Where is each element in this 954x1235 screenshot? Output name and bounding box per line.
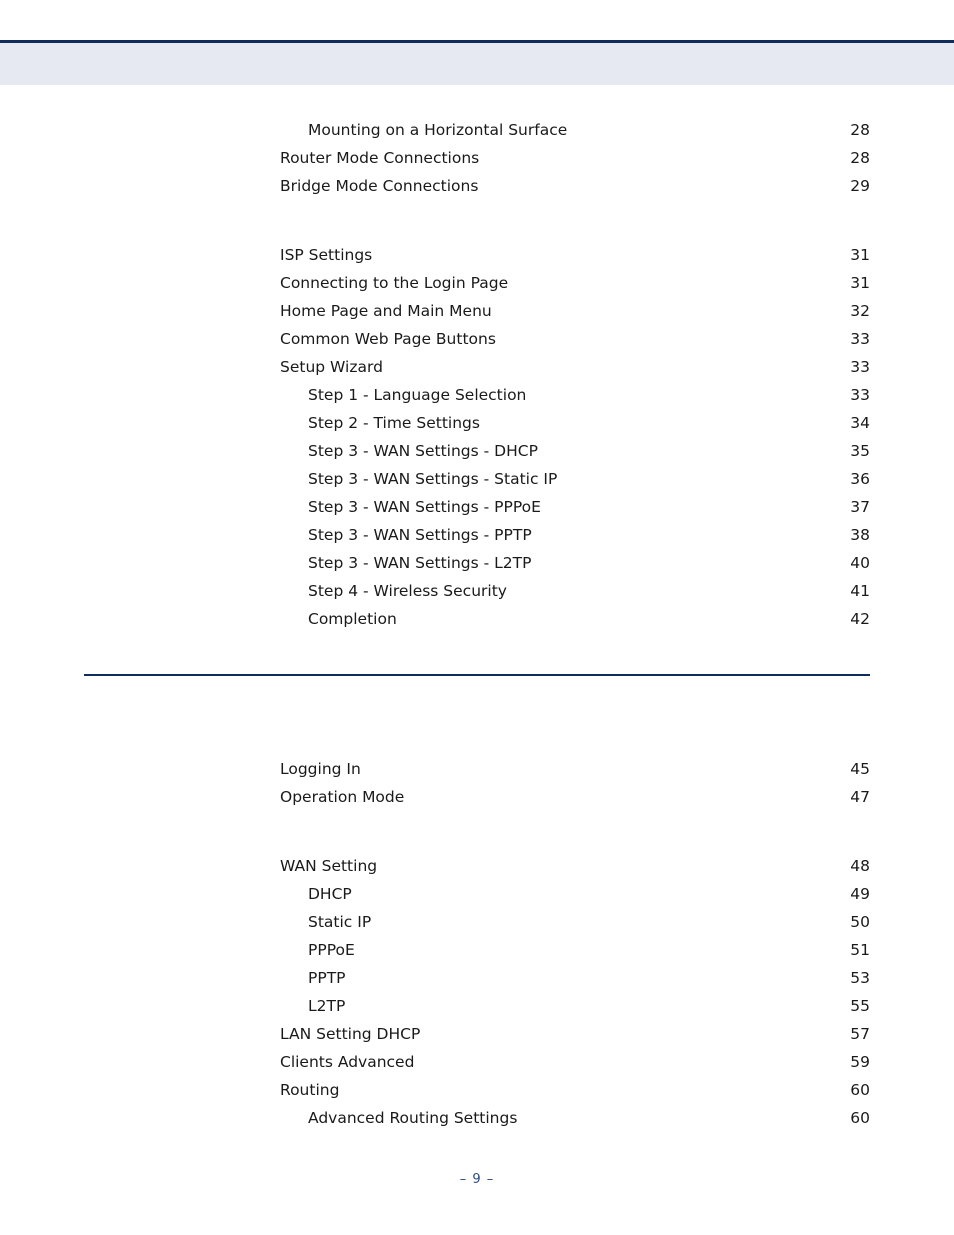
- toc-entry[interactable]: [280, 912, 870, 932]
- toc-entry-title: Step 1 - Language Selection: [308, 386, 527, 404]
- toc-entry-title: Static IP: [308, 913, 372, 931]
- toc-entry-page: 53: [850, 969, 870, 987]
- toc-entry-title: Router Mode Connections: [280, 149, 480, 167]
- toc-entry[interactable]: [280, 856, 870, 876]
- toc-entry[interactable]: [280, 441, 870, 461]
- toc-entry[interactable]: [280, 148, 870, 168]
- toc-entry-title: Step 4 - Wireless Security: [308, 582, 507, 600]
- header-band: [0, 43, 954, 85]
- toc-entry-title: Step 2 - Time Settings: [308, 414, 480, 432]
- toc-entry[interactable]: [280, 581, 870, 601]
- toc-entry[interactable]: [280, 996, 870, 1016]
- toc-entry-page: 34: [850, 414, 870, 432]
- toc-entry-page: 35: [850, 442, 870, 460]
- toc-entry-title: PPTP: [308, 969, 346, 987]
- toc-entry-title: Home Page and Main Menu: [280, 302, 492, 320]
- chapter-divider: [84, 674, 870, 676]
- toc-entry-page: 36: [850, 470, 870, 488]
- toc-entry-title: Step 3 - WAN Settings - PPTP: [308, 526, 532, 544]
- toc-entry-title: Logging In: [280, 760, 361, 778]
- toc-entry[interactable]: [280, 497, 870, 517]
- toc-entry-page: 60: [850, 1081, 870, 1099]
- toc-entry-title: WAN Setting: [280, 857, 378, 875]
- toc-entry[interactable]: [280, 120, 870, 140]
- toc-entry[interactable]: [280, 301, 870, 321]
- toc-entry-page: 31: [850, 246, 870, 264]
- toc-entry-page: 55: [850, 997, 870, 1015]
- toc-entry[interactable]: [280, 884, 870, 904]
- toc-entry-title: LAN Setting DHCP: [280, 1025, 421, 1043]
- toc-entry-page: 32: [850, 302, 870, 320]
- toc-entry-page: 57: [850, 1025, 870, 1043]
- toc-entry-title: Step 3 - WAN Settings - DHCP: [308, 442, 538, 460]
- toc-entry[interactable]: [280, 329, 870, 349]
- toc-entry-page: 42: [850, 610, 870, 628]
- toc-entry[interactable]: [280, 357, 870, 377]
- toc-entry-page: 37: [850, 498, 870, 516]
- toc-entry-title: PPPoE: [308, 941, 355, 959]
- toc-entry-title: Operation Mode: [280, 788, 405, 806]
- toc-entry-title: Step 3 - WAN Settings - Static IP: [308, 470, 558, 488]
- toc-entry[interactable]: [280, 413, 870, 433]
- toc-entry[interactable]: [280, 553, 870, 573]
- toc-entry[interactable]: [280, 787, 870, 807]
- toc-entry-page: 33: [850, 358, 870, 376]
- toc-entry[interactable]: [280, 1052, 870, 1072]
- toc-entry-title: Advanced Routing Settings: [308, 1109, 518, 1127]
- toc-entry-title: Routing: [280, 1081, 340, 1099]
- toc-entry-title: Setup Wizard: [280, 358, 383, 376]
- toc-entry-page: 49: [850, 885, 870, 903]
- toc-entry-page: 28: [850, 121, 870, 139]
- toc-entry-title: Step 3 - WAN Settings - L2TP: [308, 554, 532, 572]
- toc-entry[interactable]: [280, 609, 870, 629]
- toc-entry[interactable]: [280, 759, 870, 779]
- toc-entry-page: 31: [850, 274, 870, 292]
- toc-entry-title: Step 3 - WAN Settings - PPPoE: [308, 498, 541, 516]
- toc-entry-page: 40: [850, 554, 870, 572]
- toc-entry-title: Clients Advanced: [280, 1053, 415, 1071]
- toc-entry[interactable]: [280, 245, 870, 265]
- toc-entry-title: DHCP: [308, 885, 352, 903]
- toc-entry-title: Common Web Page Buttons: [280, 330, 496, 348]
- toc-entry-title: Bridge Mode Connections: [280, 177, 479, 195]
- toc-entry-page: 28: [850, 149, 870, 167]
- toc-entry-page: 59: [850, 1053, 870, 1071]
- toc-entry[interactable]: [280, 385, 870, 405]
- toc-entry[interactable]: [280, 1080, 870, 1100]
- toc-entry-page: 47: [850, 788, 870, 806]
- toc-entry-page: 48: [850, 857, 870, 875]
- toc-entry-page: 29: [850, 177, 870, 195]
- page-number: – 9 –: [459, 1172, 495, 1187]
- toc-entry[interactable]: [280, 469, 870, 489]
- toc-entry[interactable]: [280, 940, 870, 960]
- toc-entry-page: 33: [850, 386, 870, 404]
- toc-entry-title: Mounting on a Horizontal Surface: [308, 121, 568, 139]
- toc-entry-page: 45: [850, 760, 870, 778]
- toc-entry-title: Completion: [308, 610, 397, 628]
- toc-entry[interactable]: [280, 273, 870, 293]
- toc-entry-page: 60: [850, 1109, 870, 1127]
- toc-entry-page: 41: [850, 582, 870, 600]
- toc-entry-page: 33: [850, 330, 870, 348]
- toc-entry[interactable]: [280, 1024, 870, 1044]
- toc-entry-title: ISP Settings: [280, 246, 373, 264]
- toc-entry[interactable]: [280, 968, 870, 988]
- toc-entry-page: 38: [850, 526, 870, 544]
- toc-entry-page: 50: [850, 913, 870, 931]
- toc-entry[interactable]: [280, 176, 870, 196]
- toc-entry-title: L2TP: [308, 997, 346, 1015]
- toc-entry-title: Connecting to the Login Page: [280, 274, 509, 292]
- toc-entry-page: 51: [850, 941, 870, 959]
- toc-entry[interactable]: [280, 525, 870, 545]
- toc-entry[interactable]: [280, 1108, 870, 1128]
